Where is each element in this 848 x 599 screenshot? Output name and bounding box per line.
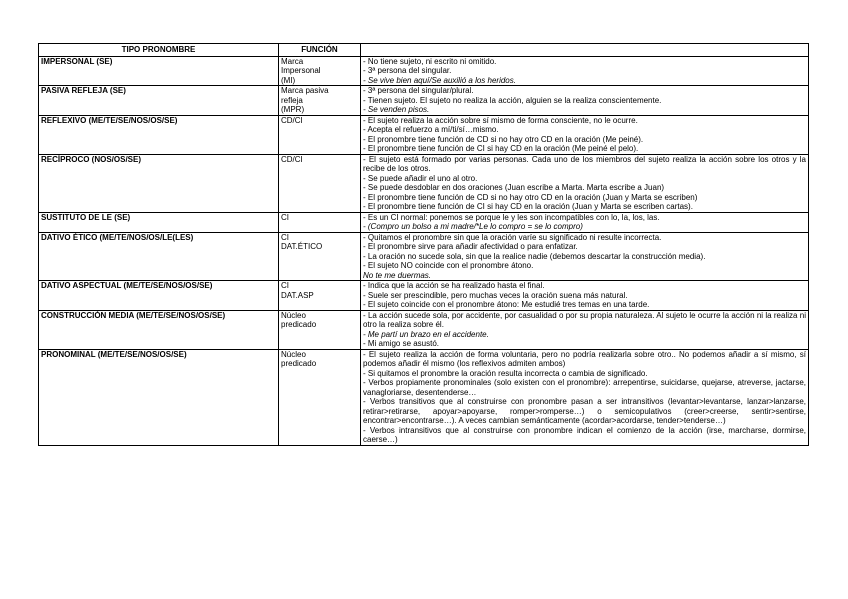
desc-line: - El pronombre tiene función de CI si hay CD en la oración (Juan y Marta se escriben cartas).: [363, 202, 693, 211]
desc-line: - Mi amigo se asustó.: [363, 339, 440, 348]
funcion-line: refleja: [281, 95, 303, 105]
desc-line: - El pronombre tiene función de CD si no hay otro CD en la oración (Juan y Marta se escriben): [363, 192, 698, 202]
header-tipo: TIPO PRONOMBRE: [39, 44, 279, 57]
header-descripcion: [361, 44, 809, 57]
row-descripcion: [361, 115, 809, 154]
desc-line: - Quitamos el pronombre sin que la oración varíe su significado ni resulte incorrecta.: [363, 232, 662, 242]
header-row: [39, 44, 809, 57]
desc-line: - El sujeto realiza la acción de forma voluntaria, pero no podría realizarla sobre otro.. No podemos añadir a sí mismo, sí podemos añadir él mismo (los reflexivos admiten ambos): [363, 349, 806, 368]
desc-line: - Verbos propiamente pronominales (solo existen con el pronombre): arrepentirse, suicidarse, quejarse, atreverse, jactarse, vanagloriarse, desentenderse…: [363, 378, 806, 397]
row-descripcion: [361, 86, 809, 116]
desc-line: - Es un CI normal: ponemos se porque le y les son incompatibles con lo, la, los, las.: [363, 212, 660, 222]
desc-line: - 3ª persona del singular/plural.: [363, 86, 474, 95]
table-row: [39, 310, 809, 349]
row-tipo: DATIVO ASPECTUAL (ME/TE/SE/NOS/OS/SE): [39, 281, 279, 311]
desc-line: - El sujeto NO coincide con el pronombre átono.: [363, 261, 534, 270]
desc-line: - Verbos intransitivos que al construirse con pronombre indican el comienzo de la acción (irse, marcharse, dormirse, caerse…): [363, 425, 806, 444]
funcion-line: predicado: [281, 320, 317, 329]
desc-line: - (Compro un bolso a mi madre/*Le lo compro = se lo compro): [363, 222, 583, 231]
table-row: [39, 86, 809, 116]
row-tipo: CONSTRUCCIÓN MEDIA (ME/TE/SE/NOS/OS/SE): [39, 310, 279, 349]
funcion-line: Núcleo: [281, 349, 306, 359]
row-tipo: PRONOMINAL (ME/TE/SE/NOS/OS/SE): [39, 349, 279, 445]
desc-line: - Se venden pisos.: [363, 105, 430, 114]
row-funcion: [279, 310, 361, 349]
pronoun-table: [38, 43, 809, 446]
row-descripcion: [361, 310, 809, 349]
funcion-line: DAT.ÉTICO: [281, 242, 323, 251]
desc-line: - La acción sucede sola, por accidente, por casualidad o por su propia naturaleza. Al sujeto le ocurre la acción ni la realiza ni otro la realiza sobre él.: [363, 310, 806, 329]
row-descripcion: [361, 349, 809, 445]
desc-line: - Se puede desdoblar en dos oraciones (Juan escribe a Marta. Marta escribe a Juan): [363, 183, 665, 192]
desc-line: - Me partí un brazo en el accidente.: [363, 329, 489, 339]
desc-line: - El sujeto está formado por varias personas. Cada uno de los miembros del sujeto realiza la acción sobre los otros y la recibe de los otros.: [363, 154, 806, 173]
desc-line: - El sujeto coincide con el pronombre átono: Me estudié tres temas en una tarde.: [363, 300, 650, 309]
funcion-line: CI: [281, 232, 289, 242]
row-tipo: SUSTITUTO DE LE (SE): [39, 212, 279, 232]
header-funcion: FUNCIÓN: [279, 44, 361, 57]
funcion-line: (MPR): [281, 105, 305, 114]
row-descripcion: [361, 56, 809, 86]
row-funcion: [279, 56, 361, 86]
funcion-line: Marca: [281, 56, 304, 66]
row-tipo: DATIVO ÉTICO (ME/TE/NOS/OS/LE(LES): [39, 232, 279, 281]
table-row: [39, 154, 809, 212]
row-funcion: [279, 154, 361, 212]
desc-line: - Se vive bien aquí/Se auxilió a los heridos.: [363, 75, 516, 85]
funcion-line: CD/CI: [281, 154, 303, 164]
table-row: [39, 115, 809, 154]
row-tipo: REFLEXIVO (ME/TE/SE/NOS/OS/SE): [39, 115, 279, 154]
desc-line: - El pronombre tiene función de CD si no hay otro CD en la oración (Me peiné).: [363, 134, 644, 144]
row-funcion: [279, 212, 361, 232]
desc-line: No te me duermas.: [363, 270, 432, 280]
row-descripcion: [361, 281, 809, 311]
desc-line: - Acepta el refuerzo a mí/ti/sí…mismo.: [363, 125, 499, 134]
row-tipo: PASIVA REFLEJA (SE): [39, 86, 279, 116]
funcion-line: predicado: [281, 359, 317, 368]
row-funcion: [279, 232, 361, 281]
row-funcion: [279, 349, 361, 445]
desc-line: - El pronombre sirve para añadir afectividad o para enfatizar.: [363, 242, 578, 251]
table-row: [39, 232, 809, 281]
row-tipo: IMPERSONAL (SE): [39, 56, 279, 86]
desc-line: - No tiene sujeto, ni escrito ni omitido.: [363, 56, 497, 66]
desc-line: - Indica que la acción se ha realizado hasta el final.: [363, 281, 545, 290]
table-row: [39, 349, 809, 445]
desc-line: - El sujeto realiza la acción sobre sí mismo de forma consciente, no le ocurre.: [363, 115, 638, 125]
desc-line: - El pronombre tiene función de CI si hay CD en la oración (Me peiné el pelo).: [363, 144, 639, 153]
funcion-line: CI: [281, 281, 289, 290]
row-descripcion: [361, 154, 809, 212]
desc-line: - La oración no sucede sola, sin que la realice nadie (debemos descartar la construcción media).: [363, 251, 706, 261]
funcion-line: DAT.ASP: [281, 290, 314, 300]
desc-line: - Tienen sujeto. El sujeto no realiza la acción, alguien se la realiza conscientemente.: [363, 95, 662, 105]
desc-line: - Si quitamos el pronombre la oración resulta incorrecta o cambia de significado.: [363, 368, 648, 378]
table-row: [39, 281, 809, 311]
row-funcion: [279, 86, 361, 116]
funcion-line: Marca pasiva: [281, 86, 329, 95]
funcion-line: CD/CI: [281, 115, 303, 125]
desc-line: - Verbos transitivos que al construirse con pronombre pasan a ser intransitivos (levantar>levantarse, lanzar>lanzarse, retirar>retirarse, apoyar>apoyarse, romper>romperse…) o semicopulativos (creer>creerse, sentir>sentirse, encontrar>encontrarse…). A veces cambian semánticamente (acordar>acordarse, tender>tenderse…): [363, 397, 806, 425]
funcion-line: CI: [281, 212, 289, 222]
row-descripcion: [361, 232, 809, 281]
row-tipo: RECÍPROCO (NOS/OS/SE): [39, 154, 279, 212]
row-funcion: [279, 281, 361, 311]
table-row: [39, 212, 809, 232]
funcion-line: Núcleo: [281, 310, 306, 320]
desc-line: - 3ª persona del singular.: [363, 66, 452, 75]
funcion-line: (MI): [281, 75, 296, 85]
desc-line: - Suele ser prescindible, pero muchas veces la oración suena más natural.: [363, 290, 628, 300]
funcion-line: Impersonal: [281, 66, 321, 75]
row-funcion: [279, 115, 361, 154]
table-row: [39, 56, 809, 86]
desc-line: - Se puede añadir el uno al otro.: [363, 173, 478, 183]
row-descripcion: [361, 212, 809, 232]
